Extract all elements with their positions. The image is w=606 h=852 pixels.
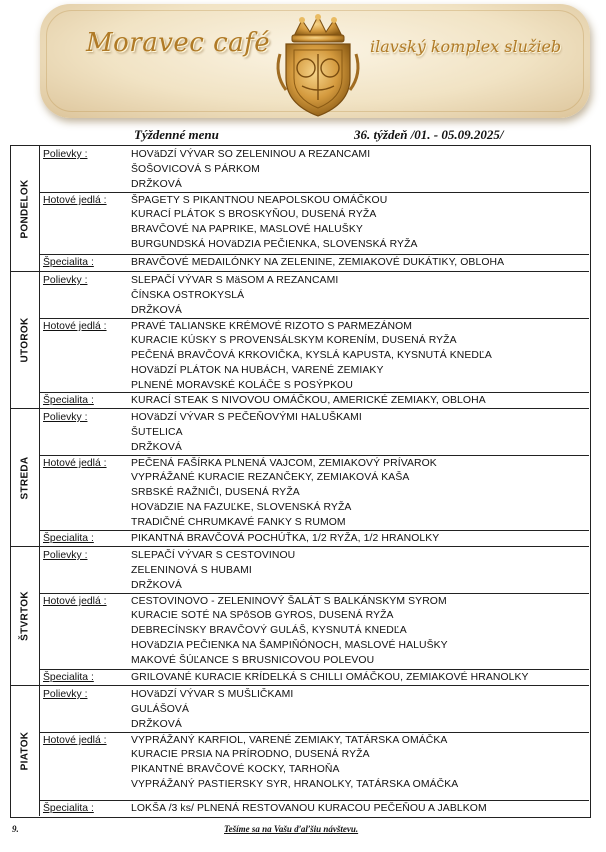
- menu-row: [40, 288, 589, 303]
- dish-name: VYPRÁŽANÝ PASTIERSKY SYR, HRANOLKY, TATÁRSKA OMÁČKA: [131, 779, 459, 790]
- menu-row: [40, 318, 589, 333]
- menu-row: [40, 363, 589, 378]
- dish-name: PIKANTNÉ BRAVČOVÉ KOCKY, TARHOŇA: [131, 764, 340, 775]
- menu-row: [40, 687, 589, 702]
- weekly-menu-table: [10, 145, 591, 818]
- category-label: Polievky :: [43, 149, 88, 160]
- day-block-4: [11, 685, 589, 816]
- dish-name: KURACÍ PLÁTOK S BROSKYŇOU, DUSENÁ RYŽA: [131, 209, 377, 220]
- menu-row: [40, 222, 589, 237]
- dish-name: VYPRÁŽANÝ KARFIOL, VARENÉ ZEMIAKY, TATÁRSKA OMÁČKA: [131, 735, 448, 746]
- dish-name: ZELENINOVÁ S HUBAMI: [131, 565, 252, 576]
- dish-name: LOKŠA /3 ks/ PLNENÁ RESTOVANOU KURACOU PEČEŇOU A JABLKOM: [131, 803, 487, 814]
- menu-row: [40, 747, 589, 762]
- dish-name: SLEPAČÍ VÝVAR S MäSOM A REZANCAMI: [131, 275, 339, 286]
- category-label: Polievky :: [43, 412, 88, 423]
- dish-name: DRŽKOVÁ: [131, 580, 182, 591]
- header-banner: [40, 4, 590, 118]
- menu-row: [40, 207, 589, 222]
- dish-name: DRŽKOVÁ: [131, 719, 182, 730]
- category-label: Polievky :: [43, 275, 88, 286]
- menu-row: [40, 653, 589, 668]
- day-label: [11, 409, 40, 546]
- dish-name: SLEPAČÍ VÝVAR S CESTOVINOU: [131, 550, 296, 561]
- menu-row: [40, 500, 589, 515]
- category-label: Hotové jedlá :: [43, 195, 107, 206]
- day-block-2: [11, 408, 589, 546]
- dish-name: ŠOŠOVICOVÁ S PÁRKOM: [131, 164, 260, 175]
- footer-note: Tešíme sa na Vašu ďaľšiu návštevu.: [224, 824, 359, 834]
- menu-row: [40, 578, 589, 593]
- dish-name: DRŽKOVÁ: [131, 179, 182, 190]
- menu-row: [40, 515, 589, 530]
- dish-name: HOVäDZÍ VÝVAR S MUŠLIČKAMI: [131, 689, 294, 700]
- crest-emblem-icon: [272, 14, 364, 118]
- category-label: Špecialita :: [43, 672, 94, 683]
- menu-row: [40, 732, 589, 747]
- menu-title: Týždenné menu: [134, 127, 219, 142]
- menu-row: [40, 273, 589, 288]
- dish-name: PIKANTNÁ BRAVČOVÁ POCHÚŤKA, 1/2 RYŽA, 1/2 HRANOLKY: [131, 533, 440, 544]
- menu-row: [40, 440, 589, 455]
- dish-name: HOVäDZÍ PLÁTOK NA HUBÁCH, VARENÉ ZEMIAKY: [131, 365, 384, 376]
- menu-row: [40, 762, 589, 777]
- dish-name: PEČENÁ BRAVČOVÁ KRKOVIČKA, KYSLÁ KAPUSTA, KYSNUTÁ KNEDĽA: [131, 350, 492, 361]
- menu-row: [40, 777, 589, 792]
- category-label: Hotové jedlá :: [43, 596, 107, 607]
- category-label: Špecialita :: [43, 533, 94, 544]
- menu-row: [40, 177, 589, 192]
- menu-row: [40, 608, 589, 623]
- menu-row: [40, 800, 589, 815]
- menu-row: [40, 237, 589, 252]
- day-label: [11, 686, 40, 816]
- day-label: [11, 272, 40, 408]
- dish-name: ŠUTELICA: [131, 427, 183, 438]
- category-label: Špecialita :: [43, 395, 94, 406]
- dish-name: DEBRECÍNSKY BRAVČOVÝ GULÁŠ, KYSNUTÁ KNEDĽA: [131, 625, 407, 636]
- menu-row: [40, 192, 589, 207]
- menu-row: [40, 548, 589, 563]
- dish-name: KURACIE PRSIA NA PRÍRODNO, DUSENÁ RYŽA: [131, 749, 370, 760]
- menu-row: [40, 303, 589, 318]
- menu-row: [40, 530, 589, 545]
- menu-row: [40, 638, 589, 653]
- dish-name: VYPRÁŽANÉ KURACIE REZANČEKY, ZEMIAKOVÁ KAŠA: [131, 472, 410, 483]
- dish-name: HOVäDZIE NA FAZUĽKE, SLOVENSKÁ RYŽA: [131, 502, 352, 513]
- menu-row: [40, 593, 589, 608]
- menu-title-row: [10, 125, 590, 145]
- page-number: 9.: [12, 824, 19, 834]
- menu-row: [40, 162, 589, 177]
- brand-subtitle: ilavský komplex služieb: [370, 37, 562, 56]
- day-name: PONDELOK: [19, 178, 31, 239]
- dish-name: HOVäDZIA PEČIENKA NA ŠAMPIŇÓNOCH, MASLOVÉ HALUŠKY: [131, 640, 448, 651]
- dish-name: DRŽKOVÁ: [131, 305, 182, 316]
- dish-name: GULÁŠOVÁ: [131, 704, 189, 715]
- menu-row: [40, 254, 589, 269]
- menu-row: [40, 425, 589, 440]
- day-name: UTOROK: [19, 317, 31, 363]
- dish-name: BRAVČOVÉ NA PAPRIKE, MASLOVÉ HALUŠKY: [131, 224, 363, 235]
- menu-row: [40, 717, 589, 732]
- dish-name: PEČENÁ FAŠÍRKA PLNENÁ VAJCOM, ZEMIAKOVÝ PRÍVAROK: [131, 458, 437, 469]
- dish-name: HOVäDZÍ VÝVAR SO ZELENINOU A REZANCAMI: [131, 149, 371, 160]
- menu-row: [40, 455, 589, 470]
- dish-name: PLNENÉ MORAVSKÉ KOLÁČE S POSÝPKOU: [131, 380, 353, 391]
- day-name: PIATOK: [19, 731, 31, 771]
- dish-name: DRŽKOVÁ: [131, 442, 182, 453]
- menu-row: [40, 147, 589, 162]
- menu-row: [40, 348, 589, 363]
- category-label: Hotové jedlá :: [43, 735, 107, 746]
- menu-row: [40, 669, 589, 684]
- dish-name: KURACIE KÚSKY S PROVENSÁLSKYM KORENÍM, DUSENÁ RYŽA: [131, 335, 457, 346]
- menu-row: [40, 485, 589, 500]
- day-label: [11, 547, 40, 685]
- day-block-1: [11, 271, 589, 408]
- dish-name: KURACIE SOTÉ NA SPôSOB GYROS, DUSENÁ RYŽA: [131, 610, 394, 621]
- menu-row: [40, 702, 589, 717]
- menu-row: [40, 470, 589, 485]
- dish-name: ČÍNSKA OSTROKYSLÁ: [131, 290, 245, 301]
- dish-name: GRILOVANÉ KURACIE KRÍDELKÁ S CHILLI OMÁČKOU, ZEMIAKOVÉ HRANOLKY: [131, 672, 529, 683]
- day-label: [11, 146, 40, 271]
- dish-name: BURGUNDSKÁ HOVäDZIA PEČIENKA, SLOVENSKÁ RYŽA: [131, 239, 418, 250]
- dish-name: PRAVÉ TALIANSKE KRÉMOVÉ RIZOTO S PARMEZÁNOM: [131, 321, 413, 332]
- dish-name: HOVäDZÍ VÝVAR S PEČEŇOVÝMI HALUŠKAMI: [131, 412, 362, 423]
- dish-name: ŠPAGETY S PIKANTNOU NEAPOLSKOU OMÁČKOU: [131, 195, 388, 206]
- menu-row: [40, 392, 589, 407]
- category-label: Polievky :: [43, 550, 88, 561]
- dish-name: MAKOVÉ ŠÚĽANCE S BRUSNICOVOU POLEVOU: [131, 655, 375, 666]
- day-block-0: [11, 146, 589, 271]
- day-name: ŠTVRTOK: [19, 591, 31, 641]
- dish-name: BRAVČOVÉ MEDAILÓNKY NA ZELENINE, ZEMIAKOVÉ DUKÁTIKY, OBLOHA: [131, 257, 505, 268]
- menu-row: [40, 410, 589, 425]
- menu-row: [40, 378, 589, 393]
- day-name: STREDA: [19, 456, 31, 499]
- day-block-3: [11, 546, 589, 685]
- category-label: Hotové jedlá :: [43, 321, 107, 332]
- brand-title: Moravec café: [86, 28, 271, 58]
- menu-row: [40, 333, 589, 348]
- category-label: Polievky :: [43, 689, 88, 700]
- dish-name: CESTOVINOVO - ZELENINOVÝ ŠALÁT S BALKÁNSKYM SYROM: [131, 596, 447, 607]
- menu-row: [40, 623, 589, 638]
- menu-row: [40, 563, 589, 578]
- week-info: 36. týždeň /01. - 05.09.2025/: [354, 127, 504, 142]
- dish-name: TRADIČNÉ CHRUMKAVÉ FANKY S RUMOM: [131, 517, 346, 528]
- category-label: Špecialita :: [43, 257, 94, 268]
- category-label: Špecialita :: [43, 803, 94, 814]
- category-label: Hotové jedlá :: [43, 458, 107, 469]
- dish-name: KURACÍ STEAK S NIVOVOU OMÁČKOU, AMERICKÉ ZEMIAKY, OBLOHA: [131, 395, 486, 406]
- dish-name: SRBSKÉ RAŽNIČI, DUSENÁ RYŽA: [131, 487, 300, 498]
